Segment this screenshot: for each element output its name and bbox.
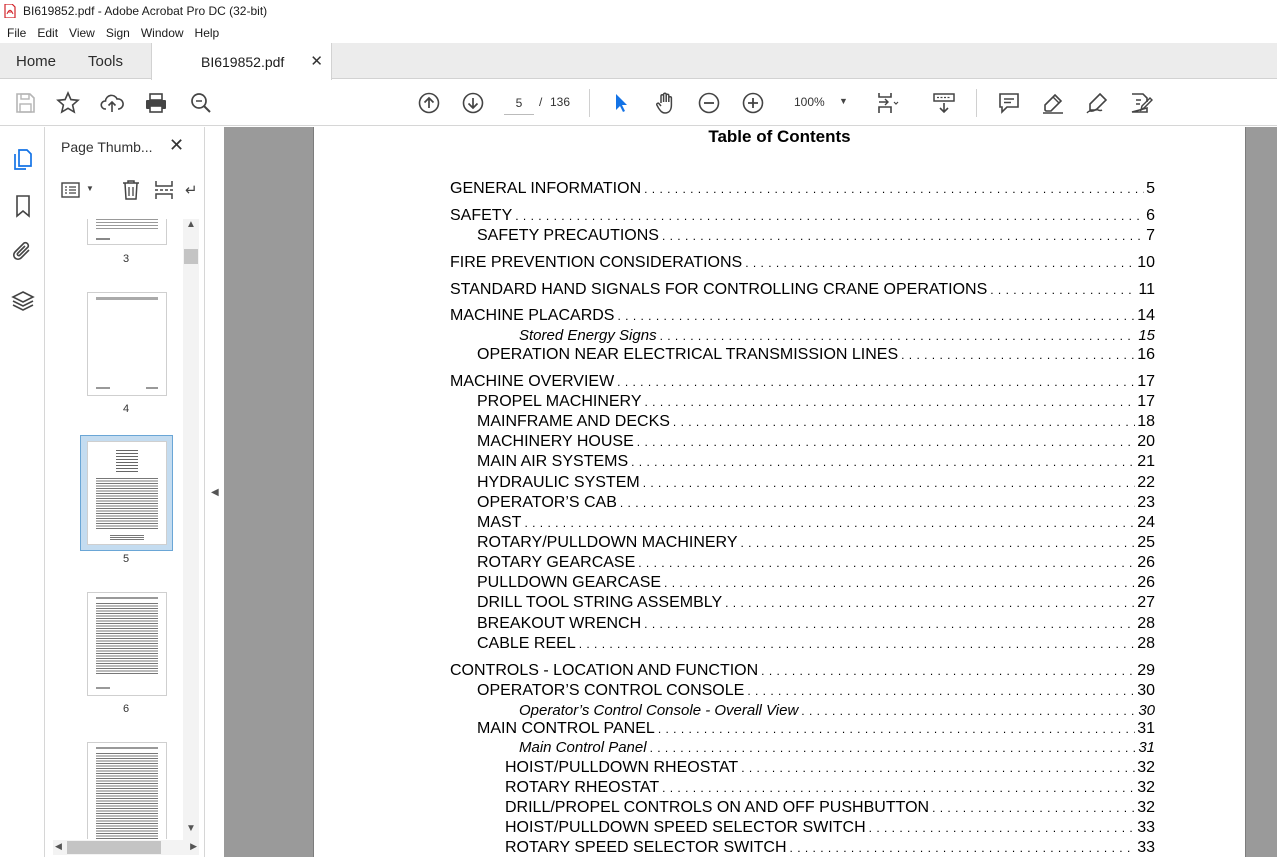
tab-home[interactable]: Home: [16, 52, 57, 70]
toc-entry-title: OPERATOR’S CAB: [477, 494, 617, 511]
toc-leader-dots: [579, 637, 1135, 651]
tab-document-label: BI619852.pdf: [201, 53, 285, 70]
toc-leader-dots: [644, 395, 1135, 409]
toc-entry-page: 30: [1138, 702, 1155, 719]
main-toolbar: [0, 80, 1277, 126]
toc-leader-dots: [761, 664, 1135, 678]
toc-entry-title: GENERAL INFORMATION: [450, 180, 642, 197]
toc-entry-title: MAST: [477, 514, 522, 531]
toc-entry-page: 17: [1137, 373, 1155, 390]
toc-entry-title: CABLE REEL: [477, 635, 576, 652]
zoom-in-icon[interactable]: [740, 90, 766, 116]
save-icon[interactable]: [12, 90, 38, 116]
thumbnails-horizontal-scrollbar[interactable]: [53, 840, 199, 855]
menu-file[interactable]: File: [7, 25, 27, 40]
bookmarks-icon[interactable]: [10, 193, 36, 219]
toc-entry-page: 14: [1137, 307, 1155, 324]
toc-entry-page: 32: [1137, 799, 1155, 816]
toc-leader-dots: [662, 781, 1135, 795]
previous-page-icon[interactable]: [416, 90, 442, 116]
toc-leader-dots: [869, 821, 1136, 835]
toc-leader-dots: [801, 704, 1136, 718]
toc-entry[interactable]: [450, 254, 1155, 274]
toc-entry[interactable]: [477, 474, 1155, 494]
attachments-icon[interactable]: [10, 239, 36, 265]
document-viewer[interactable]: [224, 127, 1277, 857]
toc-leader-dots: [901, 348, 1135, 362]
toc-leader-dots: [650, 741, 1137, 755]
toc-leader-dots: [745, 256, 1135, 270]
toc-entry-title: MACHINE PLACARDS: [450, 307, 615, 324]
window-title: BI619852.pdf - Adobe Acrobat Pro DC (32-bit): [23, 4, 268, 18]
toc-entry-page: 20: [1137, 433, 1155, 450]
thumbnail-page-4[interactable]: [87, 292, 167, 396]
toc-leader-dots: [617, 309, 1135, 323]
scrollbar-thumb[interactable]: [184, 249, 198, 264]
toc-entry-title: ROTARY SPEED SELECTOR SWITCH: [505, 839, 787, 856]
toc-entry-title: DRILL TOOL STRING ASSEMBLY: [477, 594, 723, 611]
toc-entry-title: MAIN AIR SYSTEMS: [477, 453, 629, 470]
toc-entry-page: 31: [1137, 720, 1155, 737]
toc-leader-dots: [638, 556, 1135, 570]
toc-entry[interactable]: [505, 799, 1155, 819]
toc-entry[interactable]: [477, 554, 1155, 574]
toc-leader-dots: [662, 229, 1144, 243]
scroll-down-arrow-icon[interactable]: ▼: [186, 823, 196, 834]
toc-entry-title: Operator’s Control Console - Overall View: [519, 702, 799, 719]
toc-entry-page: 11: [1138, 281, 1155, 298]
toc-entry-page: 26: [1137, 554, 1155, 571]
toc-entry-page: 6: [1146, 207, 1155, 224]
toc-entry-title: SAFETY PRECAUTIONS: [477, 227, 659, 244]
toc-leader-dots: [643, 476, 1136, 490]
title-bar: [0, 0, 1277, 22]
horizontal-scrollbar-thumb[interactable]: [67, 841, 161, 854]
toc-entry-title: HYDRAULIC SYSTEM: [477, 474, 640, 491]
toc-entry[interactable]: [505, 839, 1155, 857]
toc-entry[interactable]: [477, 433, 1155, 453]
thumbnail-page-5-selected[interactable]: [80, 435, 173, 551]
menu-help[interactable]: Help: [194, 25, 220, 40]
print-icon[interactable]: [143, 90, 169, 116]
toc-entry[interactable]: [450, 307, 1155, 327]
toc-entry[interactable]: [505, 759, 1155, 779]
toc-entry[interactable]: [477, 720, 1155, 740]
toc-leader-dots: [725, 596, 1135, 610]
toc-entry-title: HOIST/PULLDOWN SPEED SELECTOR SWITCH: [505, 819, 866, 836]
toc-leader-dots: [673, 415, 1135, 429]
toc-entry[interactable]: [477, 534, 1155, 554]
next-page-icon[interactable]: [460, 90, 486, 116]
scroll-left-arrow-icon[interactable]: ◀: [55, 841, 62, 851]
toc-entry[interactable]: [519, 327, 1155, 347]
toc-entry-title: MAINFRAME AND DECKS: [477, 413, 670, 430]
insert-page-icon[interactable]: [153, 179, 175, 201]
toc-entry-page: 21: [1137, 453, 1155, 470]
page-number-input[interactable]: [504, 91, 534, 115]
edit-pdf-icon[interactable]: [1128, 90, 1154, 116]
toc-entry-page: 33: [1137, 839, 1155, 856]
scroll-up-arrow-icon[interactable]: ▲: [186, 219, 196, 230]
toc-entry-page: 29: [1137, 662, 1155, 679]
toc-entry-page: 7: [1146, 227, 1155, 244]
thumbnails-vertical-scrollbar[interactable]: [183, 219, 199, 841]
toc-entry[interactable]: [477, 453, 1155, 473]
toc-entry[interactable]: [477, 514, 1155, 534]
tab-document[interactable]: [151, 43, 332, 80]
toc-entry-title: MACHINERY HOUSE: [477, 433, 634, 450]
thumbnail-page-6[interactable]: [87, 592, 167, 696]
toc-entry-title: OPERATOR’S CONTROL CONSOLE: [477, 682, 745, 699]
toc-entry[interactable]: [477, 615, 1155, 635]
select-pointer-icon[interactable]: [608, 90, 634, 116]
thumbnail-label: 5: [122, 553, 130, 565]
toc-entry-page: 32: [1137, 759, 1155, 776]
toc-entry[interactable]: [477, 594, 1155, 614]
zoom-dropdown-arrow-icon[interactable]: ▼: [839, 96, 848, 106]
page-separator: /: [539, 95, 543, 109]
page-total: 136: [550, 95, 571, 109]
toc-leader-dots: [932, 801, 1135, 815]
toc-entry-title: OPERATION NEAR ELECTRICAL TRANSMISSION LINES: [477, 346, 899, 363]
toc-leader-dots: [515, 209, 1144, 223]
toc-leader-dots: [524, 516, 1135, 530]
toc-entry[interactable]: [519, 702, 1155, 722]
toc-leader-dots: [637, 435, 1135, 449]
toc-leader-dots: [741, 761, 1135, 775]
toc-entry[interactable]: [505, 819, 1155, 839]
thumbnail-options-icon[interactable]: [61, 181, 81, 199]
close-panel-icon[interactable]: ✕: [169, 135, 185, 155]
toc-entry-title: ROTARY GEARCASE: [477, 554, 636, 571]
toc-entry-page: 33: [1137, 819, 1155, 836]
page-thumbnails-icon[interactable]: [10, 146, 36, 172]
toc-entry-page: 18: [1137, 413, 1155, 430]
toc-leader-dots: [620, 496, 1135, 510]
toc-entry[interactable]: [477, 682, 1155, 702]
toc-entry[interactable]: [477, 346, 1155, 366]
menu-view[interactable]: View: [69, 25, 95, 40]
scroll-mode-icon[interactable]: [931, 90, 957, 116]
tab-bar: [0, 43, 1277, 79]
toc-entry[interactable]: [477, 574, 1155, 594]
toc-entry-title: PULLDOWN GEARCASE: [477, 574, 662, 591]
toc-entry[interactable]: [477, 494, 1155, 514]
menu-edit[interactable]: Edit: [37, 25, 59, 40]
panel-collapse-strip[interactable]: [205, 127, 224, 857]
toc-entry-title: CONTROLS - LOCATION AND FUNCTION: [450, 662, 759, 679]
thumbnails-toolbar: [45, 173, 198, 211]
toc-entry-title: ROTARY RHEOSTAT: [505, 779, 660, 796]
thumbnail-page-3[interactable]: [87, 219, 167, 245]
toc-entry-title: ROTARY/PULLDOWN MACHINERY: [477, 534, 738, 551]
bookmark-star-icon[interactable]: [55, 90, 81, 116]
toc-leader-dots: [747, 684, 1135, 698]
toc-entry[interactable]: [477, 635, 1155, 655]
navigation-rail: [0, 127, 45, 857]
thumbnail-label: 4: [122, 403, 130, 415]
toc-entry-title: SAFETY: [450, 207, 513, 224]
collapse-panel-arrow-icon[interactable]: ◀: [211, 487, 219, 498]
toc-entry-title: Stored Energy Signs: [519, 327, 657, 344]
zoom-search-icon[interactable]: [188, 90, 214, 116]
toc-entry-title: Main Control Panel: [519, 739, 647, 756]
toc-entry-title: PROPEL MACHINERY: [477, 393, 642, 410]
upload-cloud-icon[interactable]: [99, 90, 125, 116]
toc-entry-page: 32: [1137, 779, 1155, 796]
toc-entry[interactable]: [450, 207, 1155, 227]
toc-entry-page: 24: [1137, 514, 1155, 531]
thumbnail-label: 6: [122, 703, 130, 715]
toc-entry-page: 30: [1137, 682, 1155, 699]
toc-entry-page: 27: [1137, 594, 1155, 611]
toc-entry[interactable]: [477, 413, 1155, 433]
zoom-level-dropdown[interactable]: 100%: [794, 95, 825, 109]
toc-leader-dots: [660, 329, 1137, 343]
toc-entry-title: HOIST/PULLDOWN RHEOSTAT: [505, 759, 739, 776]
thumbnail-list[interactable]: [45, 219, 183, 839]
toc-leader-dots: [990, 283, 1136, 297]
toc-entry-page: 5: [1146, 180, 1155, 197]
toc-leader-dots: [631, 455, 1135, 469]
toc-entry-page: 16: [1137, 346, 1155, 363]
toc-entry-page: 15: [1138, 327, 1155, 344]
toc-entry[interactable]: [450, 662, 1155, 682]
tab-tools[interactable]: Tools: [88, 52, 124, 70]
layers-icon[interactable]: [10, 288, 36, 314]
close-tab-icon[interactable]: ✕: [310, 53, 323, 70]
toc-entry-title: MACHINE OVERVIEW: [450, 373, 615, 390]
toc-entry[interactable]: [519, 739, 1155, 759]
pdf-page: [313, 127, 1246, 857]
toc-leader-dots: [617, 375, 1135, 389]
menu-bar: [0, 22, 1277, 43]
hand-tool-icon[interactable]: [652, 90, 678, 116]
more-tools-icon[interactable]: ↵: [185, 182, 198, 199]
menu-sign[interactable]: Sign: [105, 25, 130, 40]
toc-leader-dots: [658, 722, 1135, 736]
thumbnail-options-arrow-icon[interactable]: ▼: [86, 184, 94, 193]
fill-sign-icon[interactable]: [1084, 90, 1110, 116]
thumbnails-panel-title: Page Thumb...: [61, 139, 153, 155]
toc-leader-dots: [740, 536, 1135, 550]
toc-leader-dots: [644, 617, 1135, 631]
zoom-out-icon[interactable]: [696, 90, 722, 116]
toc-entry[interactable]: [505, 779, 1155, 799]
toc-title: Table of Contents: [708, 127, 851, 146]
highlight-pen-icon[interactable]: [1040, 90, 1066, 116]
page-display-icon[interactable]: [874, 90, 900, 116]
toc-entry-page: 31: [1138, 739, 1155, 756]
toc-entry[interactable]: [477, 227, 1155, 247]
toc-entry-title: FIRE PREVENTION CONSIDERATIONS: [450, 254, 743, 271]
toc-entry-title: DRILL/PROPEL CONTROLS ON AND OFF PUSHBUTTON: [505, 799, 930, 816]
toc-entry-page: 23: [1137, 494, 1155, 511]
toc-entry[interactable]: [450, 373, 1155, 393]
comment-icon[interactable]: [996, 90, 1022, 116]
toc-entry-title: BREAKOUT WRENCH: [477, 615, 642, 632]
toc-entry[interactable]: [450, 281, 1155, 301]
toc-leader-dots: [664, 576, 1135, 590]
delete-page-icon[interactable]: [121, 179, 141, 201]
thumbnail-page-7[interactable]: [87, 742, 167, 839]
toc-entry-title: STANDARD HAND SIGNALS FOR CONTROLLING CRANE OPERATIONS: [450, 281, 988, 298]
toc-entry-page: 28: [1137, 615, 1155, 632]
toc-entry-page: 25: [1137, 534, 1155, 551]
page-thumbnails-panel: [45, 127, 205, 857]
thumbnail-label: 3: [122, 253, 130, 265]
toc-entry-title: MAIN CONTROL PANEL: [477, 720, 655, 737]
toc-entry[interactable]: [450, 180, 1155, 200]
toc-entry-page: 10: [1137, 254, 1155, 271]
toc-leader-dots: [790, 841, 1136, 855]
scroll-right-arrow-icon[interactable]: ▶: [190, 841, 197, 851]
toc-leader-dots: [644, 182, 1144, 196]
toc-entry-page: 26: [1137, 574, 1155, 591]
toc-entry-page: 28: [1137, 635, 1155, 652]
toc-entry[interactable]: [477, 393, 1155, 413]
toc-entry-page: 22: [1137, 474, 1155, 491]
menu-window[interactable]: Window: [140, 25, 184, 40]
acrobat-app-icon: [4, 4, 16, 18]
toc-entry-page: 17: [1137, 393, 1155, 410]
